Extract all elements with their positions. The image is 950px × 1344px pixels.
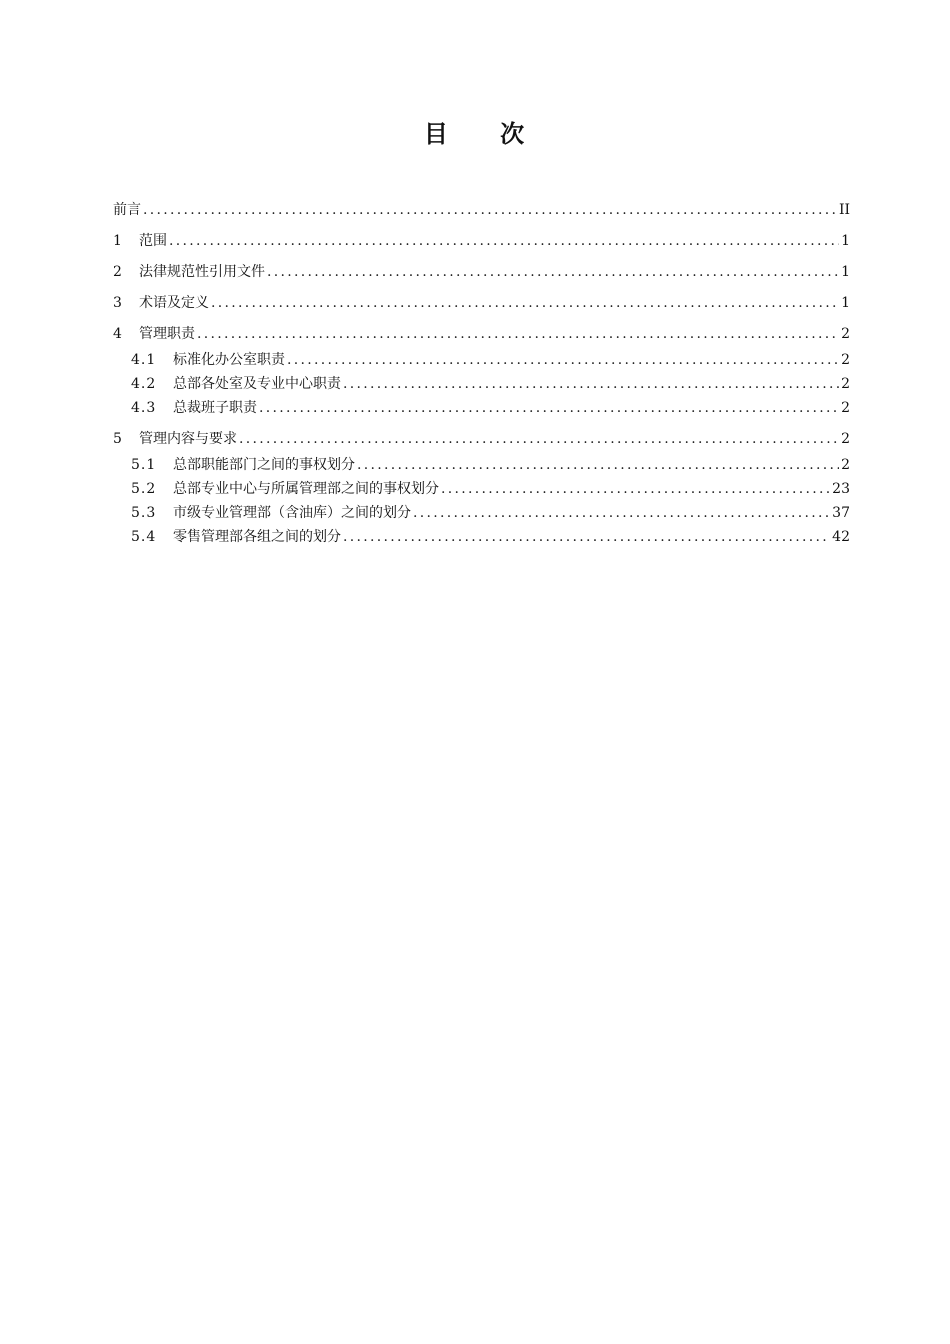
toc-page-number: 2 (841, 376, 850, 392)
toc-leader-dots (211, 291, 839, 315)
toc-leader-dots (239, 427, 839, 451)
toc-entry-number: 4.1 (131, 352, 157, 368)
toc-entry-5-2[interactable] (113, 477, 850, 501)
toc-entry-text: 前言 (113, 202, 141, 218)
toc-leader-dots (357, 453, 839, 477)
toc-entry-5[interactable] (113, 427, 850, 451)
toc-entry-4-2[interactable] (113, 372, 850, 396)
table-of-contents (113, 198, 850, 549)
toc-entry-text: 标准化办公室职责 (173, 352, 285, 368)
toc-page-number: 2 (841, 326, 850, 342)
toc-entry-foreword[interactable] (113, 198, 850, 222)
toc-entry-4-1[interactable] (113, 348, 850, 372)
toc-entry-number: 2 (113, 264, 122, 280)
toc-entry-text: 总部各处室及专业中心职责 (173, 376, 341, 392)
toc-entry-2[interactable] (113, 260, 850, 284)
toc-page-number: 1 (841, 264, 850, 280)
toc-entry-5-3[interactable] (113, 501, 850, 525)
toc-entry-number: 4.2 (131, 376, 157, 392)
toc-entry-text: 管理职责 (139, 326, 195, 342)
toc-page-number: 1 (841, 233, 850, 249)
toc-entry-5-4[interactable] (113, 525, 850, 549)
toc-entry-text: 总裁班子职责 (173, 400, 257, 416)
toc-page-number: 42 (832, 529, 850, 545)
toc-entry-number: 5.3 (131, 505, 157, 521)
toc-entry-text: 市级专业管理部（含油库）之间的划分 (173, 505, 411, 521)
toc-entry-text: 范围 (139, 233, 167, 249)
toc-entry-1[interactable] (113, 229, 850, 253)
toc-entry-text: 法律规范性引用文件 (139, 264, 265, 280)
toc-page-number: 2 (841, 352, 850, 368)
toc-entry-text: 总部职能部门之间的事权划分 (173, 457, 355, 473)
toc-entry-3[interactable] (113, 291, 850, 315)
toc-entry-4-3[interactable] (113, 396, 850, 420)
toc-leader-dots (287, 348, 839, 372)
toc-entry-number: 4 (113, 326, 122, 342)
toc-page-number: 1 (841, 295, 850, 311)
toc-leader-dots (413, 501, 830, 525)
toc-entry-5-1[interactable] (113, 453, 850, 477)
toc-entry-text: 术语及定义 (139, 295, 209, 311)
toc-entry-number: 5.1 (131, 457, 157, 473)
toc-entry-number: 5 (113, 431, 122, 447)
toc-leader-dots (343, 525, 830, 549)
toc-entry-4[interactable] (113, 322, 850, 346)
toc-leader-dots (169, 229, 839, 253)
toc-leader-dots (343, 372, 839, 396)
toc-page-number: 37 (832, 505, 850, 521)
toc-entry-text: 零售管理部各组之间的划分 (173, 529, 341, 545)
toc-page-number: 2 (841, 457, 850, 473)
toc-leader-dots (259, 396, 839, 420)
toc-leader-dots (197, 322, 839, 346)
toc-entry-number: 3 (113, 295, 122, 311)
toc-page-number: 2 (841, 400, 850, 416)
toc-page-number: II (838, 202, 850, 218)
toc-leader-dots (143, 198, 837, 222)
toc-entry-text: 总部专业中心与所属管理部之间的事权划分 (173, 481, 439, 497)
toc-page-number: 2 (841, 431, 850, 447)
toc-entry-text: 管理内容与要求 (139, 431, 237, 447)
toc-leader-dots (267, 260, 839, 284)
toc-title: 目 次 (423, 120, 527, 148)
toc-entry-number: 4.3 (131, 400, 157, 416)
toc-entry-number: 5.4 (131, 529, 157, 545)
toc-leader-dots (441, 477, 830, 501)
toc-page-number: 23 (832, 481, 850, 497)
toc-entry-number: 5.2 (131, 481, 157, 497)
toc-entry-number: 1 (113, 233, 122, 249)
